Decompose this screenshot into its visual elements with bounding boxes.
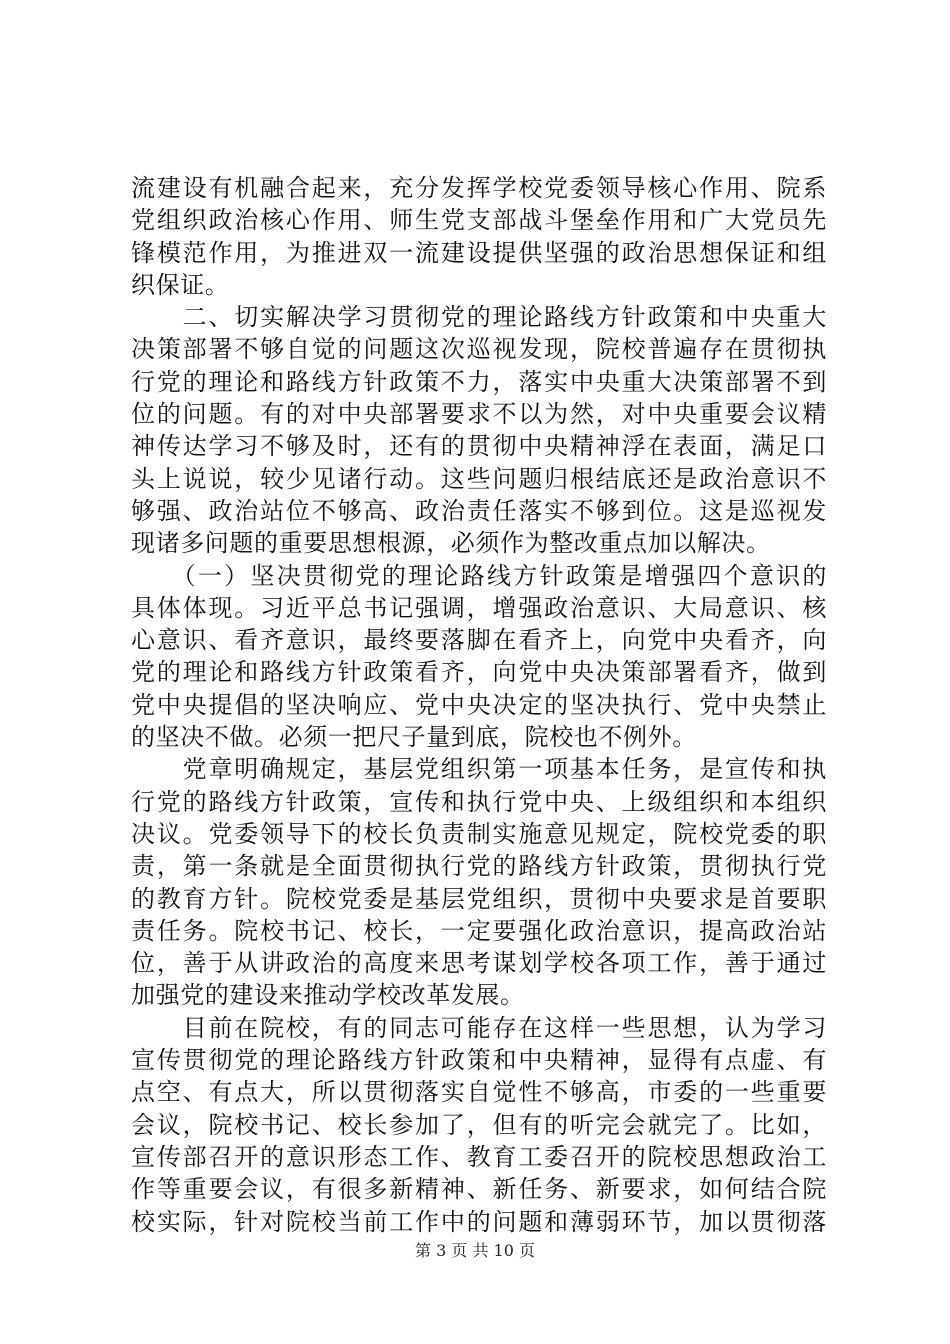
- text-line: 党章明确规定，基层党组织第一项基本任务，是宣传和执: [131, 755, 827, 784]
- text-line: 党中央提倡的坚决响应、党中央决定的坚决执行、党中央禁止: [131, 690, 827, 719]
- text-line: 责任务。院校书记、校长，一定要强化政治意识，提高政治站: [131, 916, 827, 945]
- text-line: 党的理论和路线方针政策看齐，向党中央决策部署看齐，做到: [131, 658, 827, 687]
- document-body: [131, 172, 827, 1238]
- text-line: 具体体现。习近平总书记强调，增强政治意识、大局意识、核: [131, 593, 827, 622]
- text-line: 的教育方针。院校党委是基层党组织，贯彻中央要求是首要职: [131, 884, 827, 913]
- text-line: 决议。党委领导下的校长负责制实施意见规定，院校党委的职: [131, 819, 827, 848]
- text-line: 宣传贯彻党的理论路线方针政策和中央精神，显得有点虚、有: [131, 1046, 827, 1075]
- text-line: 位的问题。有的对中央部署要求不以为然，对中央重要会议精: [131, 400, 827, 429]
- text-line: 锋模范作用，为推进双一流建设提供坚强的政治思想保证和组: [131, 238, 827, 267]
- text-line: 点空、有点大，所以贯彻落实自觉性不够高，市委的一些重要: [131, 1078, 827, 1107]
- text-line: 行党的路线方针政策，宣传和执行党中央、上级组织和本组织: [131, 787, 827, 816]
- text-line: 党组织政治核心作用、师生党支部战斗堡垒作用和广大党员先: [131, 206, 827, 235]
- text-line: （一）坚决贯彻党的理论路线方针政策是增强四个意识的: [131, 561, 827, 590]
- page-footer: 第 3 页 共 10 页: [415, 1241, 535, 1260]
- text-line: 够强、政治站位不够高、政治责任落实不够到位。这是巡视发: [131, 496, 827, 525]
- text-line: 现诸多问题的重要思想根源，必须作为整改重点加以解决。: [131, 529, 771, 558]
- text-line: 流建设有机融合起来，充分发挥学校党委领导核心作用、院系: [131, 174, 827, 202]
- text-line: 校实际，针对院校当前工作中的问题和薄弱环节，加以贯彻落: [131, 1207, 827, 1236]
- text-line: 责，第一条就是全面贯彻执行党的路线方针政策，贯彻执行党: [131, 852, 827, 881]
- text-line: 头上说说，较少见诸行动。这些问题归根结底还是政治意识不: [131, 464, 827, 493]
- text-line: 二、切实解决学习贯彻党的理论路线方针政策和中央重大: [131, 303, 827, 332]
- text-line: 决策部署不够自觉的问题这次巡视发现，院校普遍存在贯彻执: [131, 335, 827, 364]
- text-line: 加强党的建设来推动学校改革发展。: [131, 981, 525, 1010]
- text-line: 的坚决不做。必须一把尺子量到底，院校也不例外。: [131, 723, 697, 752]
- text-line: 心意识、看齐意识，最终要落脚在看齐上，向党中央看齐，向: [131, 626, 827, 655]
- text-line: 目前在院校，有的同志可能存在这样一些思想，认为学习: [131, 1013, 827, 1042]
- text-line: 神传达学习不够及时，还有的贯彻中央精神浮在表面，满足口: [131, 432, 827, 461]
- text-line: 织保证。: [131, 270, 230, 299]
- text-line: 行党的理论和路线方针政策不力，落实中央重大决策部署不到: [131, 367, 827, 396]
- text-line: 位，善于从讲政治的高度来思考谋划学校各项工作，善于通过: [131, 949, 827, 978]
- text-line: 作等重要会议，有很多新精神、新任务、新要求，如何结合院: [131, 1175, 827, 1204]
- text-line: 宣传部召开的意识形态工作、教育工委召开的院校思想政治工: [131, 1142, 827, 1171]
- text-line: 会议，院校书记、校长参加了，但有的听完会就完了。比如，: [131, 1110, 827, 1139]
